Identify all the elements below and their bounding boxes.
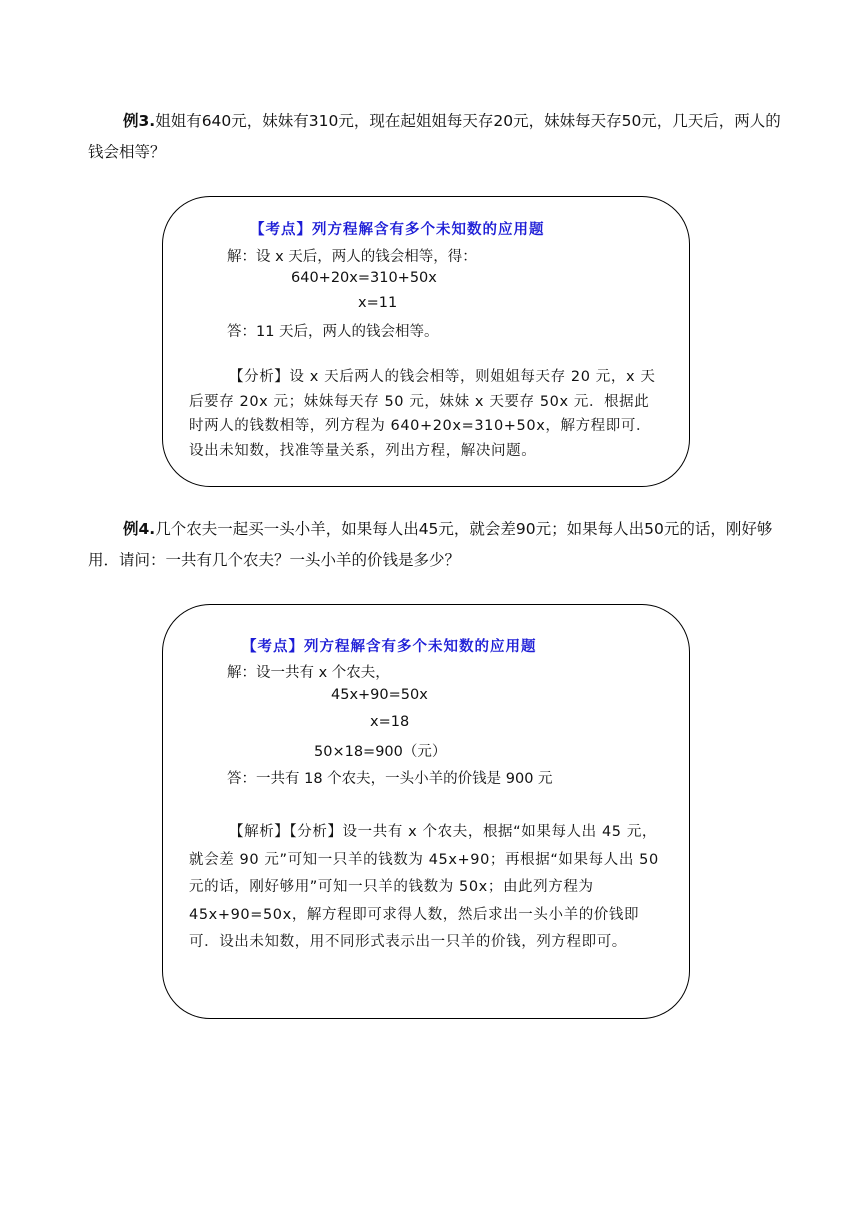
box-1-kaodian: 【考点】列方程解含有多个未知数的应用题: [250, 222, 545, 238]
box-2-analysis: 【解析】【分析】设一共有 x 个农夫，根据“如果每人出 45 元，就会差 90 元”可知一只羊的钱数为 45x+90；再根据“如果每人出 50 元的话，刚好够用”可知一只羊的钱数为 50x；由此列方程为 45x+90=50x，解方程即可求得人数，然后求出一头小羊的价钱即可．设出未知数，用不同形式表示出一只羊的价钱，列方程即可。: [189, 824, 659, 950]
solution-box-1: [162, 196, 690, 487]
example-3-text: 姐姐有640元，妹妹有310元，现在起姐姐每天存20元，妹妹每天存50元，几天后，两人的钱会相等？: [88, 112, 781, 161]
box-2-equation: 45x+90=50x: [331, 687, 428, 703]
box-2-solution-intro: 解：设一共有 x 个农夫，: [227, 665, 390, 681]
box-1-analysis: 【分析】设 x 天后两人的钱会相等，则姐姐每天存 20 元，x 天后要存 20x 元；妹妹每天存 50 元，妹妹 x 天要存 50x 元．根据此时两人的钱数相等，列方程为 640+20x=310+50x，解方程即可．设出未知数，找准等量关系，列出方程，解决问题。: [189, 369, 656, 459]
example-3-problem: [88, 106, 788, 168]
example-3-number: 例3.: [123, 112, 156, 130]
box-1-answer: 答：11 天后，两人的钱会相等。: [227, 324, 439, 340]
box-2-kaodian: 【考点】列方程解含有多个未知数的应用题: [242, 639, 537, 655]
box-2-price-calc: 50×18=900（元）: [314, 744, 447, 760]
box-1-equation: 640+20x=310+50x: [291, 270, 437, 286]
box-1-solution: x=11: [358, 295, 398, 311]
box-2-solution: x=18: [370, 714, 410, 730]
solution-box-2: [162, 604, 690, 1019]
example-4-problem: [88, 514, 788, 576]
example-4-text: 几个农夫一起买一头小羊，如果每人出45元，就会差90元；如果每人出50元的话，刚好够用．请问：一共有几个农夫？一头小羊的价钱是多少？: [88, 520, 773, 569]
box-1-solution-intro: 解：设 x 天后，两人的钱会相等，得：: [227, 249, 477, 265]
example-4-number: 例4.: [123, 520, 156, 538]
box-2-answer: 答：一共有 18 个农夫，一头小羊的价钱是 900 元: [227, 771, 553, 787]
